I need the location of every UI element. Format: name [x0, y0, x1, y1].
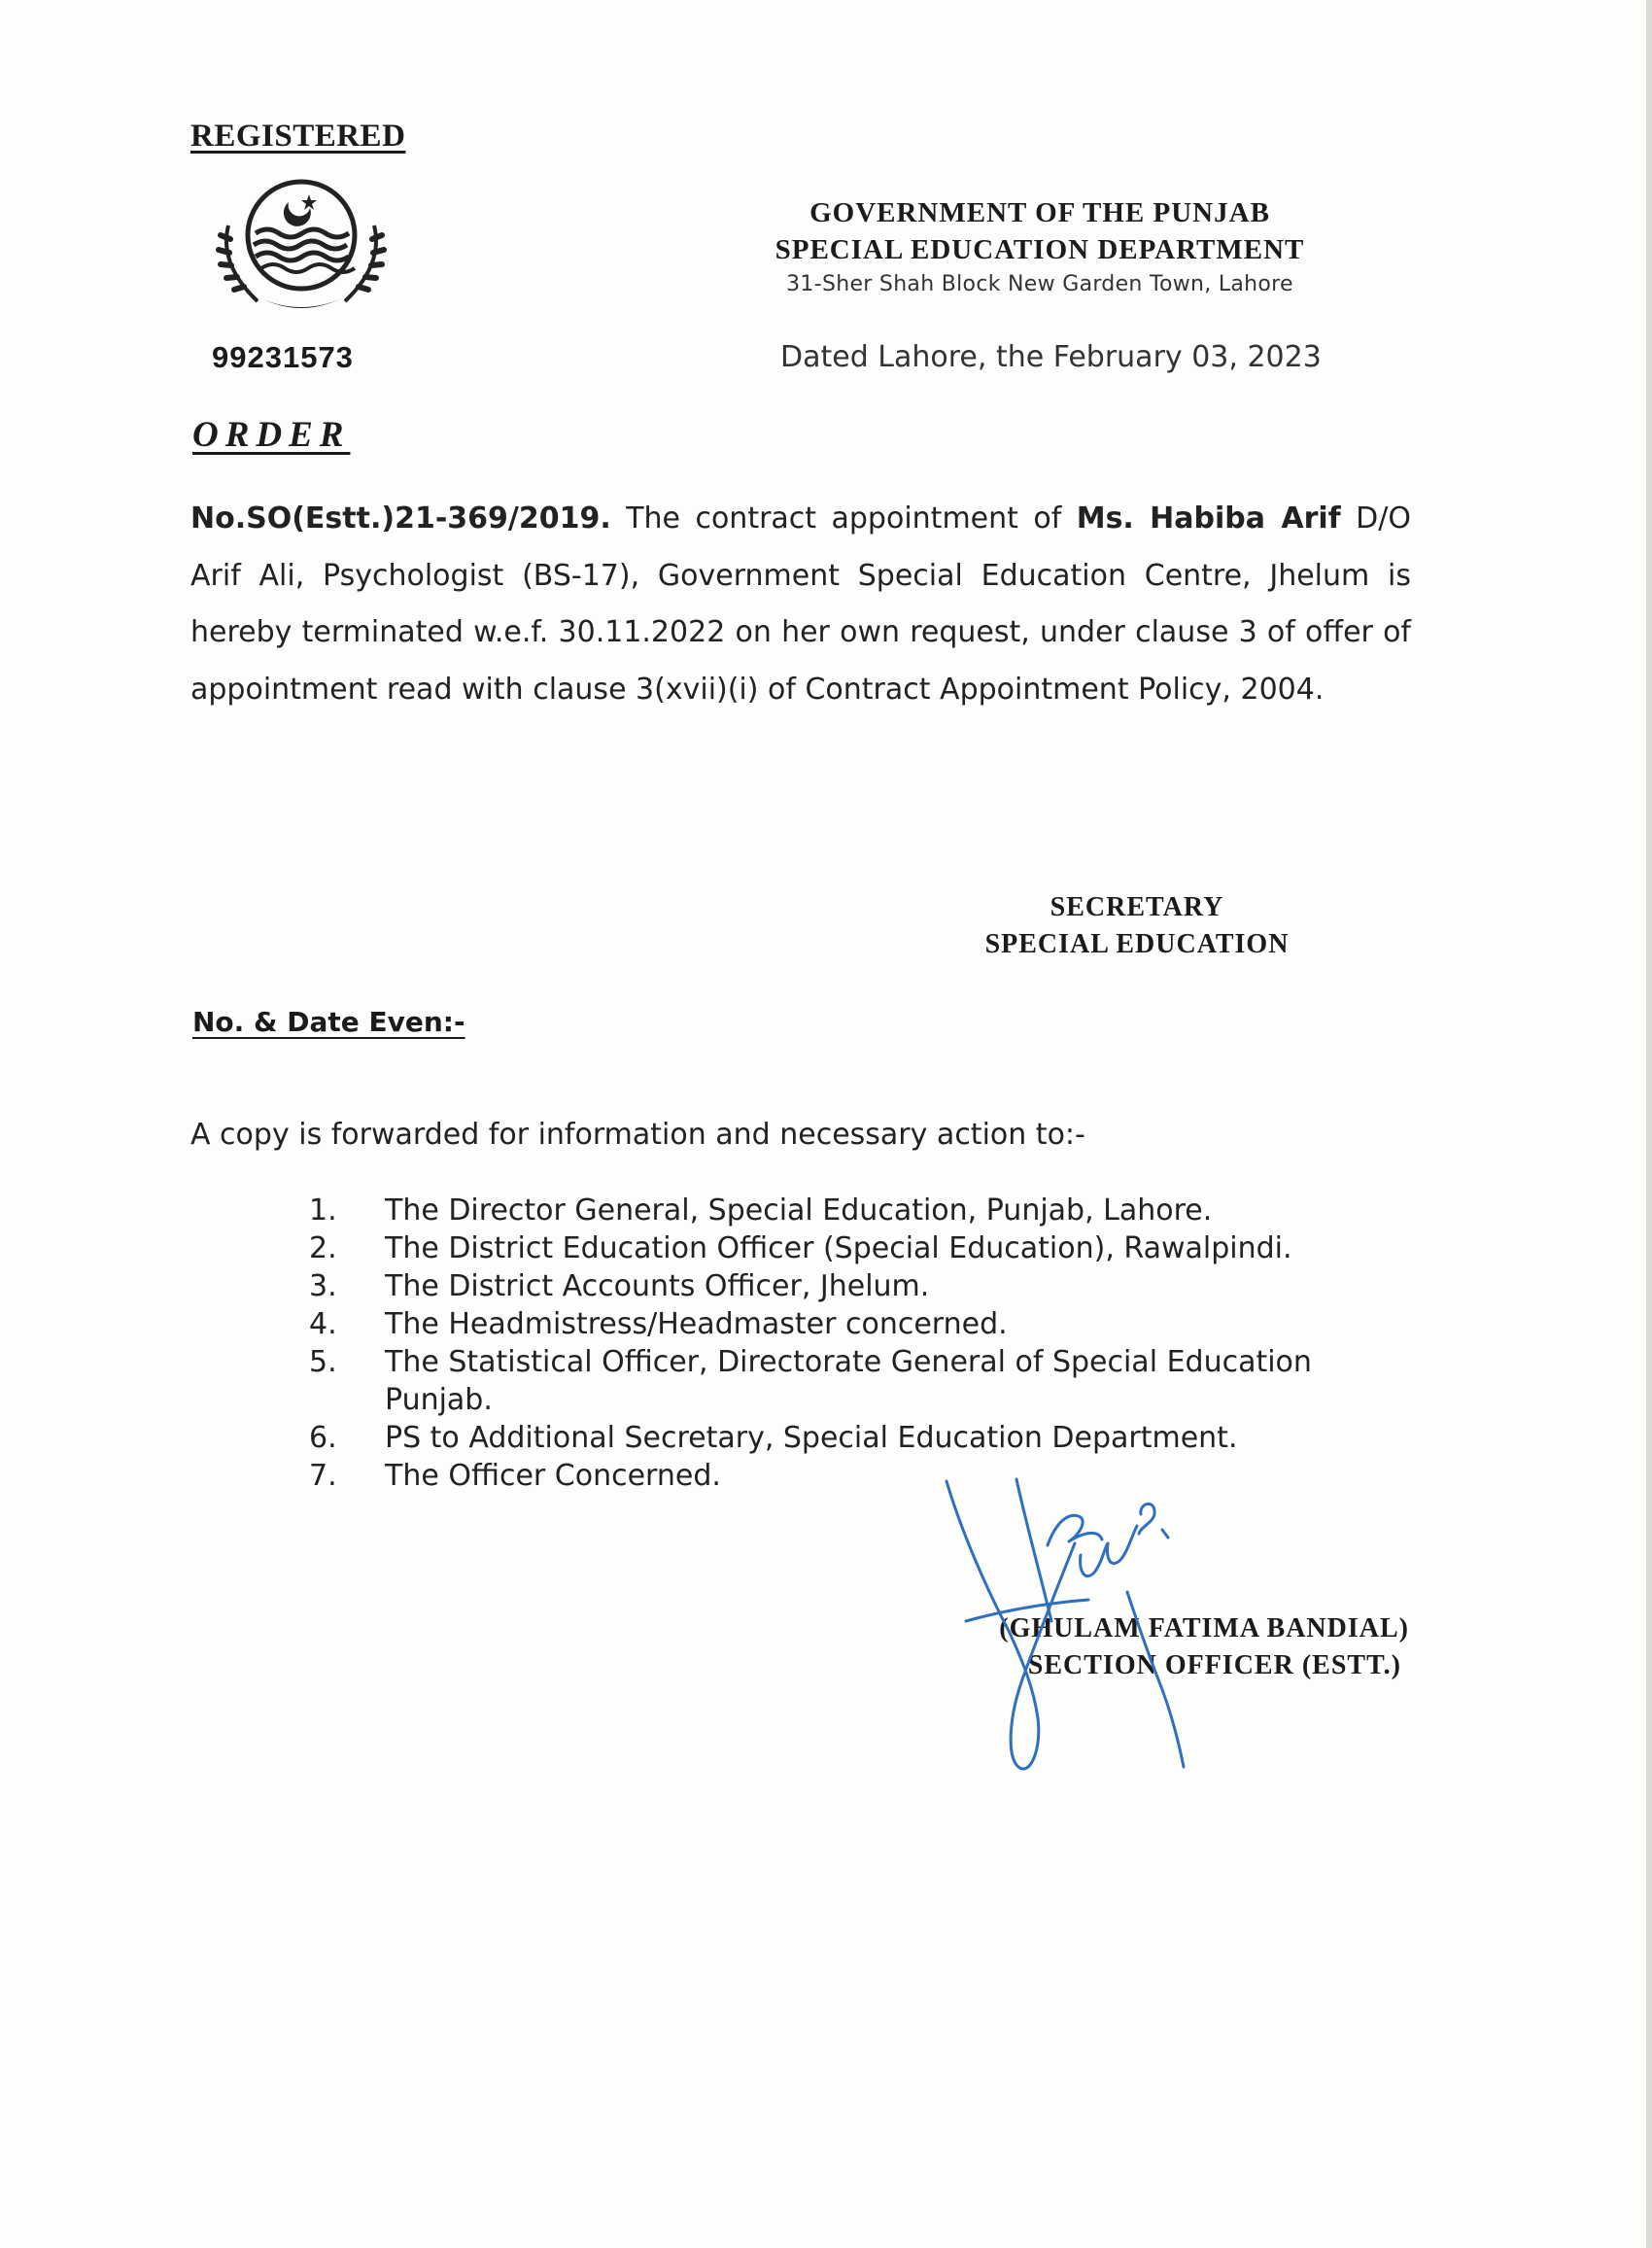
list-item: 5. The Statistical Officer, Directorate General of Special Education Punjab.: [309, 1345, 1312, 1417]
person-name: Ms. Habiba Arif: [1076, 501, 1341, 536]
list-item: 4. The Headmistress/Headmaster concerned.: [309, 1307, 1008, 1341]
copy-forwarded-intro: A copy is forwarded for information and necessary action to:-: [190, 1118, 1085, 1152]
dated-line: Dated Lahore, the February 03, 2023: [780, 340, 1322, 374]
letterhead: [719, 194, 1360, 301]
list-item: 1. The Director General, Special Education, Punjab, Lahore.: [309, 1193, 1213, 1228]
reference-number: 99231573: [212, 340, 354, 374]
department-title: SPECIAL EDUCATION DEPARTMENT: [774, 234, 1305, 265]
officer-designation: SECTION OFFICER (ESTT.): [1027, 1650, 1401, 1680]
secretary-dept: SPECIAL EDUCATION: [984, 929, 1290, 959]
scan-edge: [1646, 0, 1652, 2248]
handwritten-signature: [933, 1475, 1215, 1796]
order-text-2: D/O Arif Ali, Psychologist (BS-17), Government Special Education Centre, Jhelum is hereby terminated w.e.f. 30.11.2022 on her own request, under clause 3 of offer of appointment read with clause 3(xvii)(i) of Contract Appointment Policy, 2004.: [190, 501, 1412, 707]
secretary-block: [933, 889, 1341, 963]
officer-name: (GHULAM FATIMA BANDIAL): [999, 1613, 1409, 1643]
list-item: 3. The District Accounts Officer, Jhelum.: [309, 1269, 930, 1303]
order-body: [190, 491, 1411, 718]
order-title: ORDER: [192, 415, 351, 455]
no-date-even-heading: No. & Date Even:-: [192, 1006, 465, 1038]
secretary-title: SECRETARY: [1050, 892, 1224, 922]
registered-label: REGISTERED: [190, 119, 406, 154]
list-item: 7. The Officer Concerned.: [309, 1459, 721, 1493]
government-title: GOVERNMENT OF THE PUNJAB: [809, 197, 1270, 228]
list-item: 2. The District Education Officer (Special Education), Rawalpindi.: [309, 1231, 1292, 1265]
list-item: 6. PS to Additional Secretary, Special Education Department.: [309, 1421, 1238, 1455]
distribution-list: [309, 1192, 1427, 1495]
department-address: 31-Sher Shah Block New Garden Town, Lahore: [786, 272, 1293, 296]
order-number: No.SO(Estt.)21-369/2019.: [190, 501, 611, 536]
order-text-1: The contract appointment of: [610, 501, 1077, 536]
punjab-emblem-icon: [199, 177, 403, 323]
